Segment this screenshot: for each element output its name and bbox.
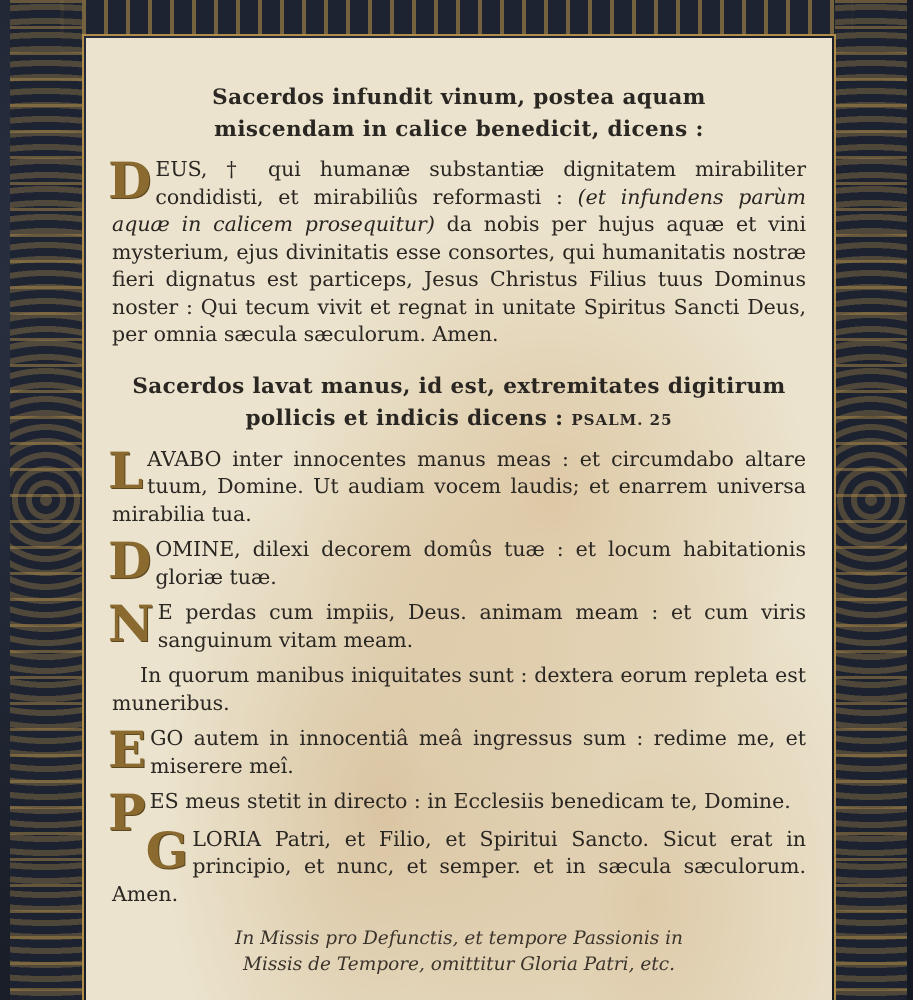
verse-ne-perdas: [108, 594, 806, 654]
verse-gloria: [112, 820, 806, 909]
psalm-reference: PSALM. 25: [571, 410, 673, 429]
rubric-line: In Missis pro Defunctis, et tempore Passionis in: [235, 928, 683, 949]
prayer-lavabo: [108, 440, 806, 529]
dropcap-n: N: [108, 594, 154, 653]
dropcap-e: E: [108, 720, 147, 779]
verse-pes: [108, 783, 806, 842]
frame-left-ornament: [10, 0, 82, 1000]
altar-card-page: [86, 38, 832, 1000]
rubric-line: Sacerdos infundit vinum, postea aquam: [212, 85, 706, 110]
verse-domine: [108, 531, 806, 591]
dropcap-d: D: [108, 151, 152, 210]
rubric-inline: (et infundens parùm aquæ in calicem prosequitur): [112, 184, 806, 236]
prayer-text: EUS, † qui humanæ substantiæ dignitatem mirabiliter condidisti, et mirabiliûs reformasti :: [155, 157, 806, 209]
dropcap-p: P: [108, 783, 146, 842]
verse-text: OMINE, dilexi decorem domûs tuæ : et locum habitationis gloriæ tuæ.: [155, 537, 806, 589]
frame-right-ornament: [835, 0, 907, 1000]
prayer-deus: [108, 151, 806, 349]
rubric-line: miscendam in calice benedicit, dicens :: [214, 117, 704, 142]
dropcap-l: L: [108, 440, 144, 500]
rubric-infundit: [112, 82, 806, 146]
rubric-line: Missis de Tempore, omittitur Gloria Patri, etc.: [243, 954, 675, 975]
verse-text: GO autem in innocentiâ meâ ingressus sum : redime me, et miserere meî.: [150, 726, 806, 778]
verse-text: LORIA Patri, et Filio, et Spiritui Sancto. Sicut erat in principio, et nunc, et semper. et in sæcula sæculorum. Amen.: [112, 826, 806, 906]
verse-text: In quorum manibus iniquitates sunt : dextera eorum repleta est muneribus.: [112, 663, 806, 715]
verse-text: E perdas cum impiis, Deus. animam meam : et cum viris sanguinum vitam meam.: [157, 600, 806, 652]
frame-top-ornament: [60, 0, 853, 34]
final-rubric: [112, 926, 806, 978]
verse-text: ES meus stetit in directo : in Ecclesiis benedicam te, Domine.: [149, 789, 791, 813]
verse-ego: [108, 720, 806, 780]
dropcap-d: D: [108, 531, 152, 590]
rubric-lavat: [112, 371, 806, 436]
prayer-text: da nobis per hujus aquæ et vini mysterium, ejus divinitatis esse consortes, qui humanitatis nostræ fieri dignatus est particeps, Jesus Christus Filius tuus Dominus noster : Qui tecum vivit et regnat in unitate Spiritus Sancti Deus, per omnia sæcula sæculorum. Amen.: [112, 212, 806, 346]
prayer-text: AVABO inter innocentes manus meas : et circumdabo altare tuum, Domine. Ut audiam vocem laudis; et enarrem universa mirabilia tua.: [112, 446, 806, 526]
rubric-line: Sacerdos lavat manus, id est, extremitates digitirum pollicis et indicis dicens :: [132, 373, 786, 431]
dropcap-g: G: [145, 820, 189, 880]
verse-in-quorum: [112, 662, 806, 717]
